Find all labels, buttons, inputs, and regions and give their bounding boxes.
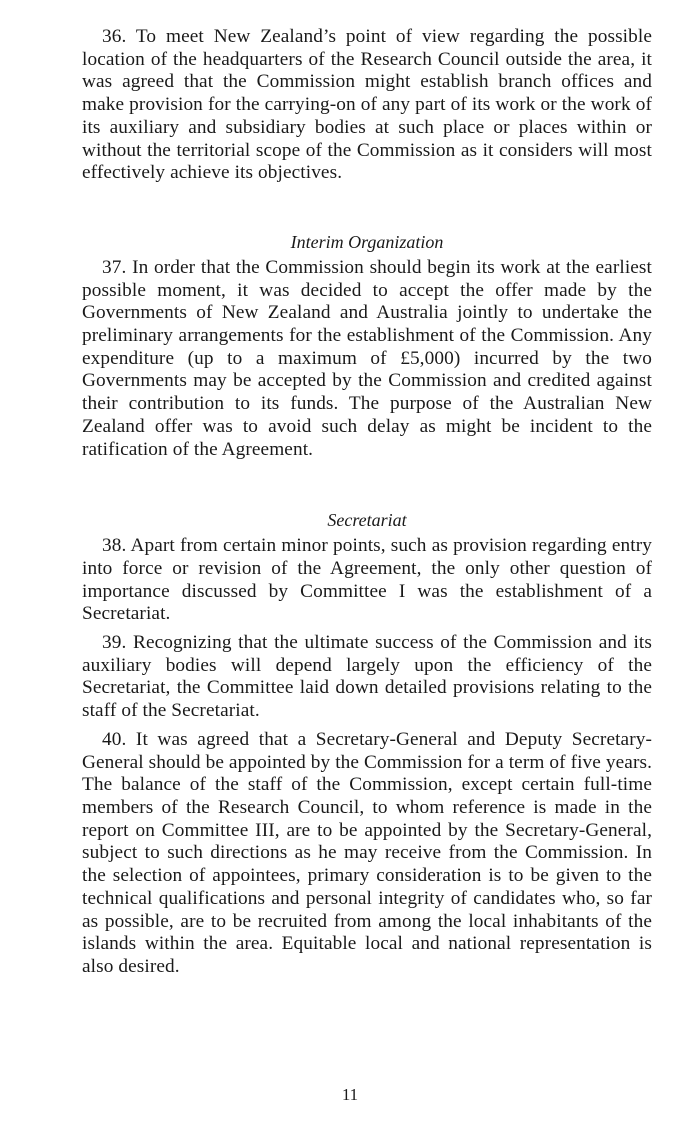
paragraph-39: 39. Recognizing that the ultimate success of the Commission and its auxiliary bodies will depend largely upon the efficiency of the Secretariat, the Committee laid down detailed provisions relating to the staff of the Secretariat. (82, 632, 652, 722)
section-heading-secretariat: Secretariat (327, 510, 407, 531)
paragraph-36: 36. To meet New Zealand’s point of view regarding the possible location of the headquarters of the Research Council outside the area, it was agreed that the Commission might establish branch offices and make provision for the carrying-on of any part of its work or the work of its auxiliary and subsidiary bodies at such place or places within or without the territorial scope of the Commission as it considers will most effectively achieve its objectives. (82, 26, 652, 184)
paragraph-38: 38. Apart from certain minor points, such as provision regarding entry into force or revision of the Agreement, the only other question of importance discussed by Committee I was the establishment of a Secretariat. (82, 535, 652, 625)
paragraph-37: 37. In order that the Commission should begin its work at the earliest possible moment, it was decided to accept the offer made by the Governments of New Zealand and Australia jointly to undertake the preliminary arrangements for the establishment of the Commission. Any expenditure (up to a maximum of £5,000) incurred by the two Governments may be accepted by the Commission and credited against their contribution to its funds. The purpose of the Australian New Zealand offer was to avoid such delay as might be incident to the ratification of the Agreement. (82, 256, 652, 460)
page-number: 11 (341, 1085, 359, 1104)
section-heading-interim-organization: Interim Organization (290, 231, 444, 252)
paragraph-40: 40. It was agreed that a Secretary-General and Deputy Secretary-General should be appointed by the Commission for a term of five years. The balance of the staff of the Commission, except certain full-time members of the Research Council, to whom reference is made in the report on Committee III, are to be appointed by the Secretary-General, subject to such directions as he may receive from the Commission. In the selection of appointees, primary consideration is to be given to the technical qualifications and personal integrity of candidates who, so far as possible, are to be recruited from among the local inhabitants of the islands within the area. Equitable local and national representation is also desired. (82, 728, 652, 977)
document-page (82, 26, 652, 979)
